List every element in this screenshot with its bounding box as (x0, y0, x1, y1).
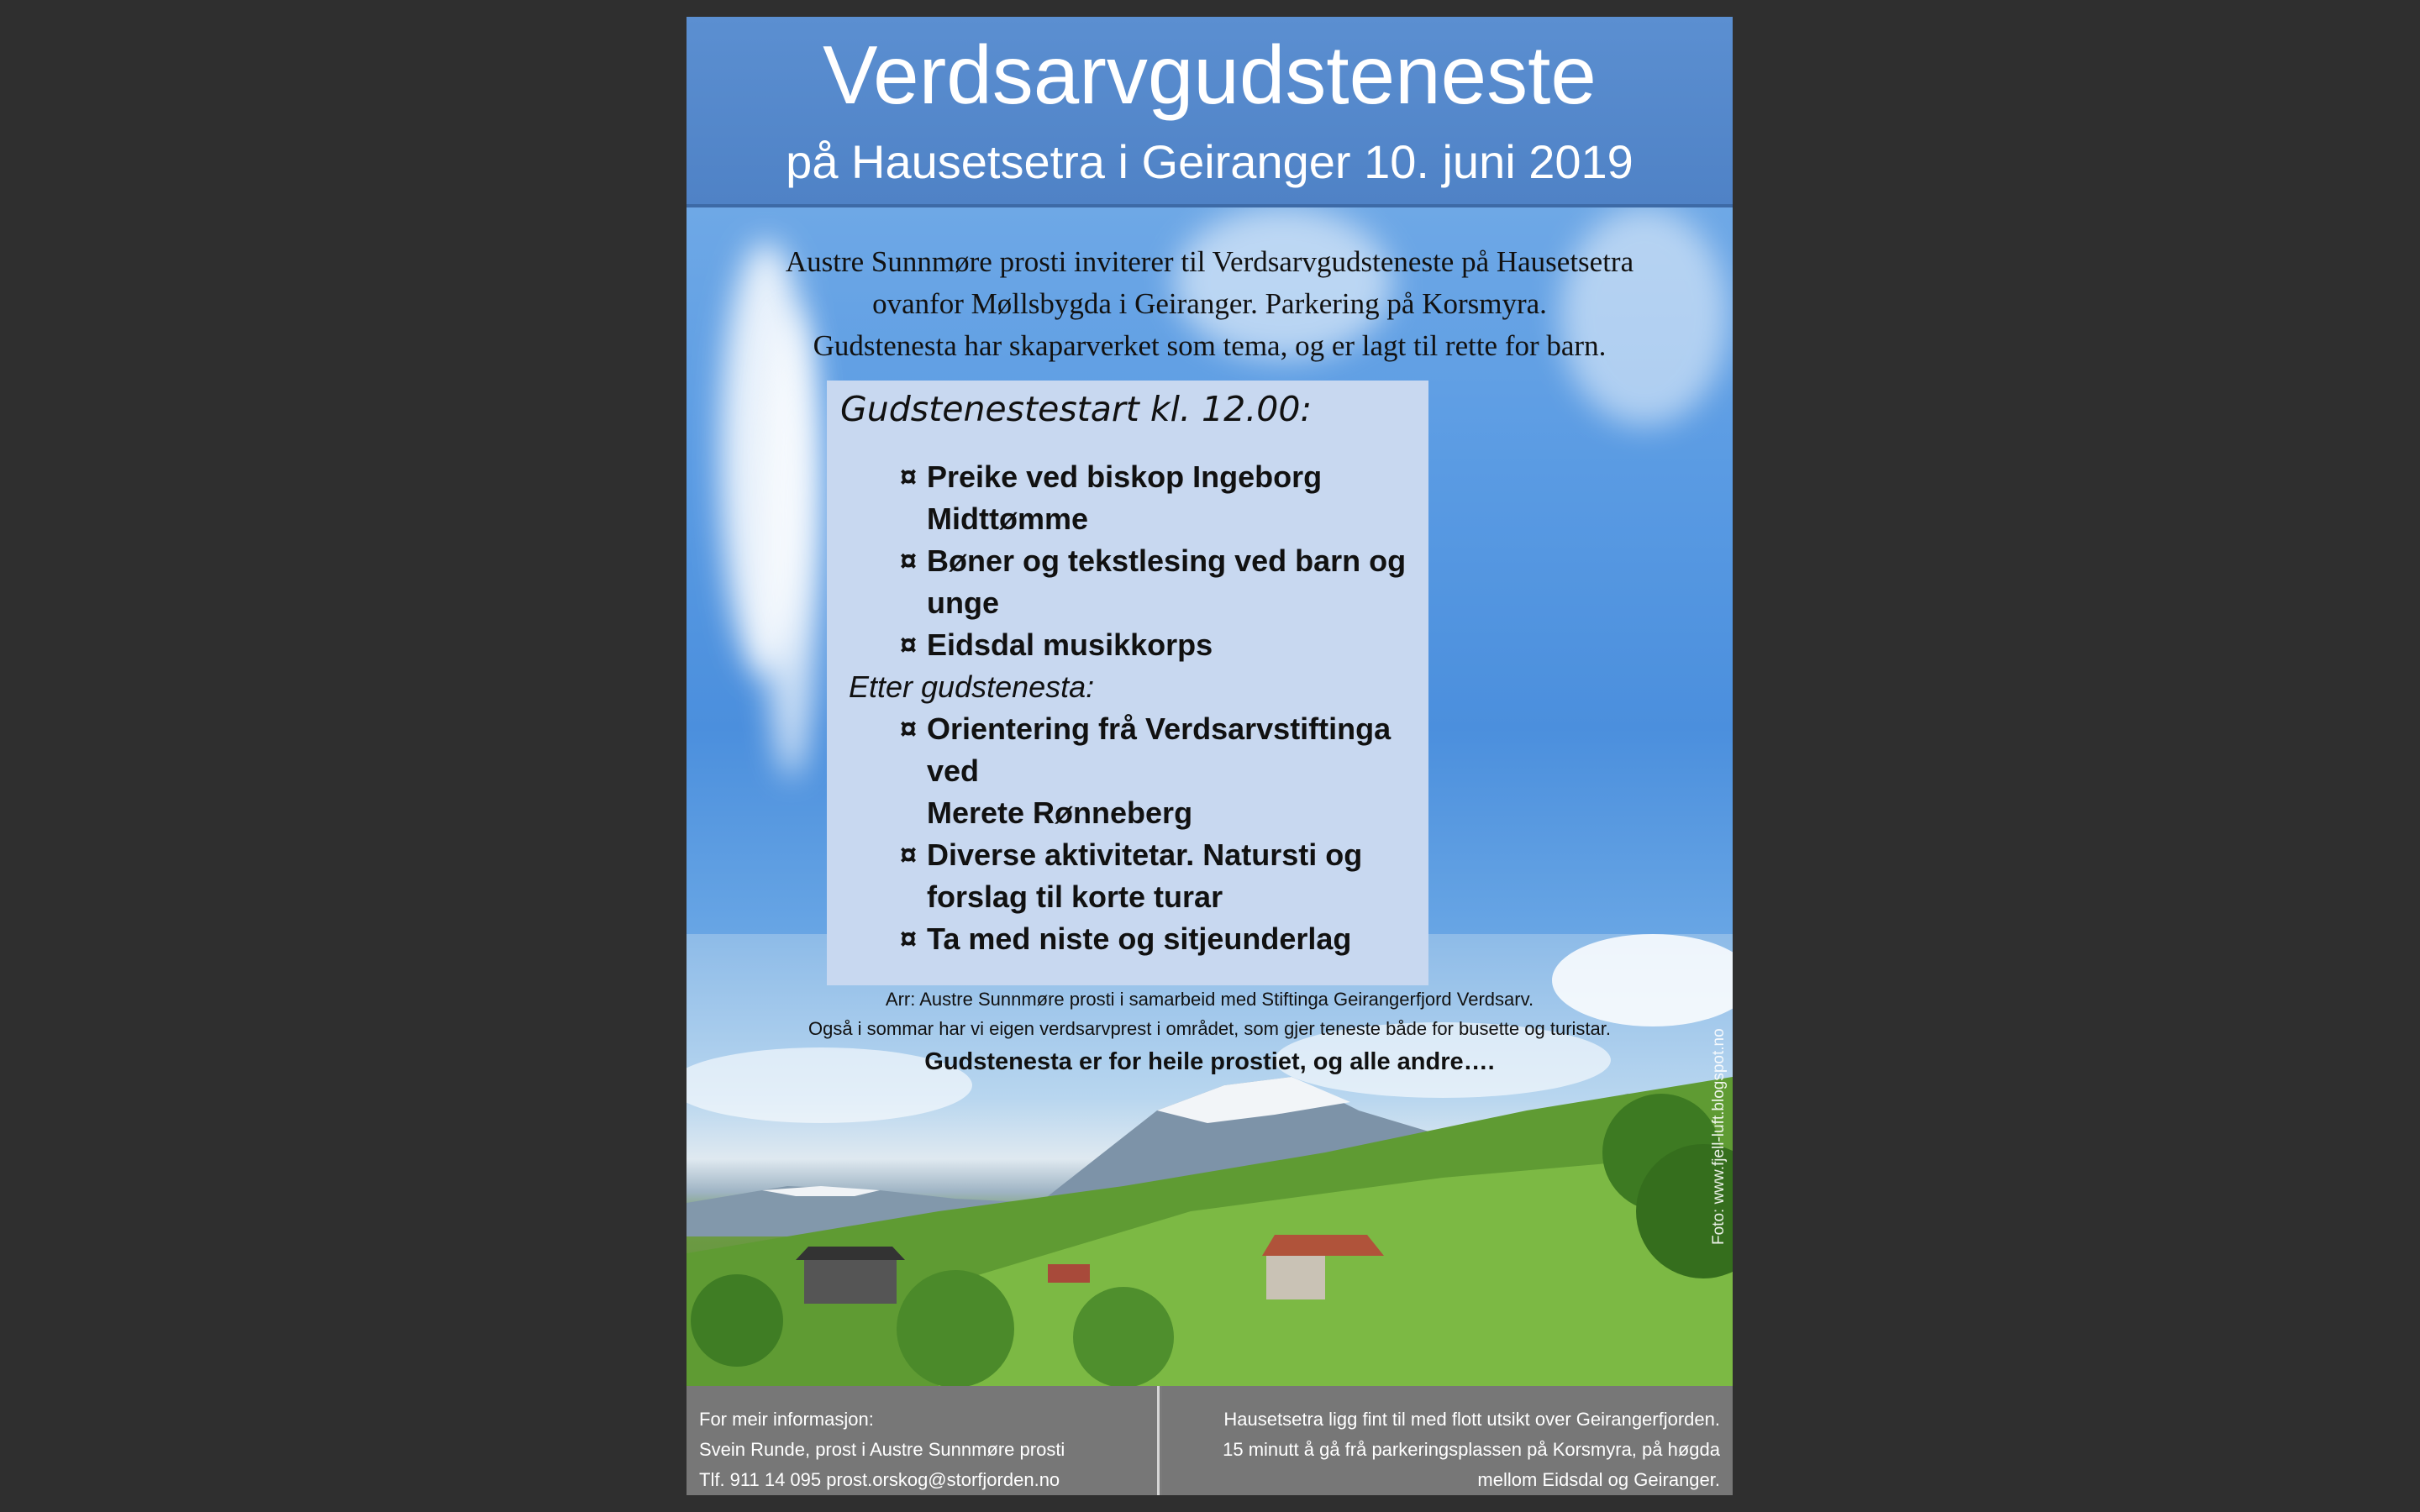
poster-title: Verdsarvgudsteneste (823, 29, 1597, 121)
after-item-text: Orientering frå Verdsarvstiftinga ved (927, 711, 1392, 788)
intro-line: Austre Sunnmøre prosti inviterer til Verdsarvgudsteneste på Hausetsetra (785, 245, 1634, 278)
bullet-mark: ¤ (900, 627, 918, 662)
cabin (1266, 1253, 1325, 1299)
program-item (827, 540, 1428, 624)
intro-text (687, 241, 1733, 367)
tree (691, 1274, 783, 1367)
after-item-continued (827, 876, 1428, 918)
bullet-mark: ¤ (900, 543, 918, 578)
bullet-mark: ¤ (900, 459, 918, 494)
after-item-text: Diverse aktivitetar. Natursti og (927, 837, 1363, 872)
intro-line: Gudstenesta har skaparverket som tema, og er lagt til rette for barn. (813, 329, 1607, 362)
tree (1073, 1287, 1174, 1388)
contact-line: Svein Runde, prost i Austre Sunnmøre prosti (699, 1439, 1065, 1460)
cloud (762, 308, 821, 779)
after-item-text: forslag til korte turar (927, 879, 1223, 914)
summer-note: Også i sommar har vi eigen verdsarvprest i området, som gjer teneste både for busette og turistar. (808, 1018, 1611, 1039)
contact-line: For meir informasjon: (699, 1409, 874, 1430)
poster-subtitle: på Hausetsetra i Geiranger 10. juni 2019 (786, 135, 1634, 188)
after-item (827, 834, 1428, 876)
bullet-mark: ¤ (900, 711, 918, 746)
everyone-note: Gudstenesta er for heile prostiet, og alle andre…. (924, 1048, 1495, 1075)
after-item-text: Ta med niste og sitjeunderlag (927, 921, 1352, 956)
cabin-roof (1048, 1264, 1090, 1283)
location-line: mellom Eidsdal og Geiranger. (1477, 1469, 1720, 1490)
intro-line: ovanfor Møllsbygda i Geiranger. Parkering på Korsmyra. (872, 287, 1547, 320)
poster-footer (687, 1386, 1733, 1495)
program-item (827, 456, 1428, 540)
contact-line: Tlf. 911 14 095 prost.orskog@storfjorden.no (699, 1469, 1060, 1490)
bullet-mark: ¤ (900, 921, 918, 956)
location-line: Hausetsetra ligg fint til med flott utsikt over Geirangerfjorden. (1223, 1409, 1720, 1430)
after-item (827, 918, 1428, 960)
after-label: Etter gudstenesta: (849, 669, 1095, 704)
contact-info (687, 1386, 1160, 1495)
program-box (827, 381, 1428, 985)
cabin-roof (1262, 1235, 1384, 1256)
after-item-text: Merete Rønneberg (927, 795, 1193, 830)
location-line: 15 minutt å gå frå parkeringsplassen på Korsmyra, på høgda (1223, 1439, 1720, 1460)
tree (897, 1270, 1014, 1388)
photo-credit: Foto: www.fjell-luft.blogspot.no (1710, 1028, 1728, 1245)
cabin-roof (796, 1247, 905, 1260)
poster-header (687, 17, 1733, 207)
program-item-text: Preike ved biskop Ingeborg Midttømme (927, 459, 1323, 536)
program-item-text: Bøner og tekstlesing ved barn og unge (927, 543, 1407, 620)
program-list (827, 456, 1428, 960)
after-item-continued (827, 792, 1428, 834)
program-start: Gudstenestestart kl. 12.00: (840, 389, 1313, 429)
bullet-mark: ¤ (900, 837, 918, 872)
after-item (827, 708, 1428, 792)
cabin (804, 1257, 897, 1304)
arranger-note: Arr: Austre Sunnmøre prosti i samarbeid med Stiftinga Geirangerfjord Verdsarv. (885, 989, 1534, 1010)
location-info (1162, 1386, 1733, 1495)
landscape-photo (687, 934, 1733, 1403)
program-item-text: Eidsdal musikkorps (927, 627, 1213, 662)
poster-page (687, 17, 1733, 1495)
program-item (827, 624, 1428, 666)
cloud-shape (1552, 934, 1733, 1026)
